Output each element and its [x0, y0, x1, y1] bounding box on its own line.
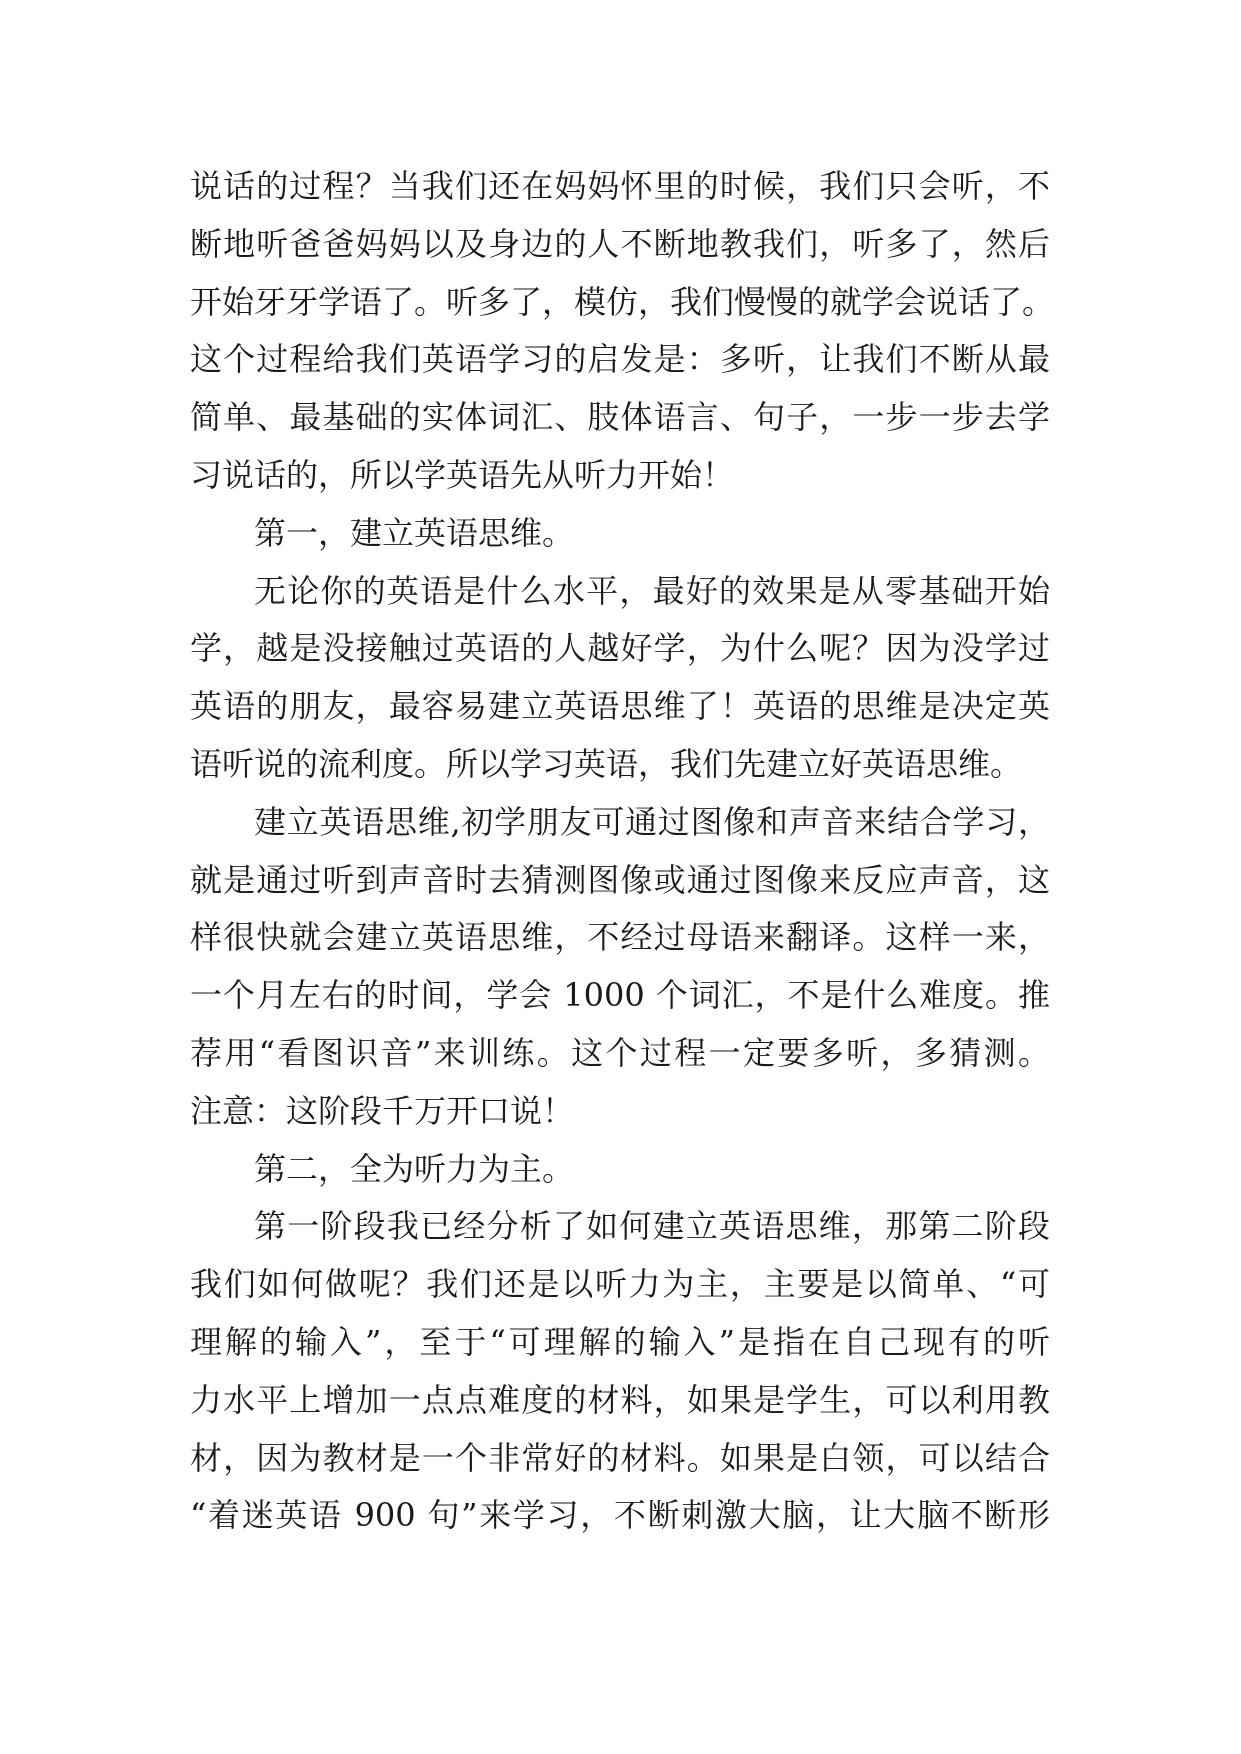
text-line: 第一阶段我已经分析了如何建立英语思维，那第二阶段: [254, 1207, 1050, 1246]
body-text: [190, 158, 1055, 1545]
text-line: 学，越是没接触过英语的人越好学，为什么呢？因为没学过: [190, 629, 1050, 668]
text-line: 无论你的英语是什么水平，最好的效果是从零基础开始: [254, 571, 1050, 610]
text-line: 第二，全为听力为主。: [254, 1149, 575, 1188]
text-line: 习说话的，所以学英语先从听力开始！: [190, 455, 735, 494]
text-line: 样很快就会建立英语思维，不经过母语来翻译。这样一来，: [190, 918, 1050, 957]
text-line: 说话的过程？当我们还在妈妈怀里的时候，我们只会听，不: [190, 167, 1050, 205]
text-line: 开始牙牙学语了。听多了，模仿，我们慢慢的就学会说话了。: [190, 282, 1055, 321]
text-line: 英语的朋友，最容易建立英语思维了！英语的思维是决定英: [190, 687, 1050, 726]
text-line: 荐用“看图识音”来训练。这个过程一定要多听，多猜测。: [190, 1033, 1050, 1072]
text-line: 简单、最基础的实体词汇、肢体语言、句子，一步一步去学: [190, 398, 1050, 437]
text-line: 第一，建立英语思维。: [254, 513, 575, 552]
text-line: 一个月左右的时间，学会 1000 个词汇，不是什么难度。推: [190, 976, 1050, 1015]
text-line: 力水平上增加一点点难度的材料，如果是学生，可以利用教: [190, 1380, 1050, 1419]
text-line: 就是通过听到声音时去猜测图像或通过图像来反应声音，这: [190, 860, 1050, 899]
text-line: “着迷英语 900 句”来学习，不断刺激大脑，让大脑不断形: [190, 1496, 1050, 1535]
text-line: 注意：这阶段千万开口说！: [190, 1091, 575, 1130]
text-line: 这个过程给我们英语学习的启发是：多听，让我们不断从最: [190, 340, 1050, 379]
text-line: 断地听爸爸妈妈以及身边的人不断地教我们，听多了，然后: [190, 224, 1050, 263]
text-line: 语听说的流利度。所以学习英语，我们先建立好英语思维。: [190, 744, 1023, 783]
text-line: 建立英语思维,初学朋友可通过图像和声音来结合学习，: [254, 802, 1050, 841]
text-line: 材，因为教材是一个非常好的材料。如果是白领，可以结合: [190, 1438, 1050, 1477]
text-line: 我们如何做呢？我们还是以听力为主，主要是以简单、“可: [190, 1265, 1050, 1304]
text-line: 理解的输入”，至于“可理解的输入”是指在自己现有的听: [190, 1322, 1050, 1361]
